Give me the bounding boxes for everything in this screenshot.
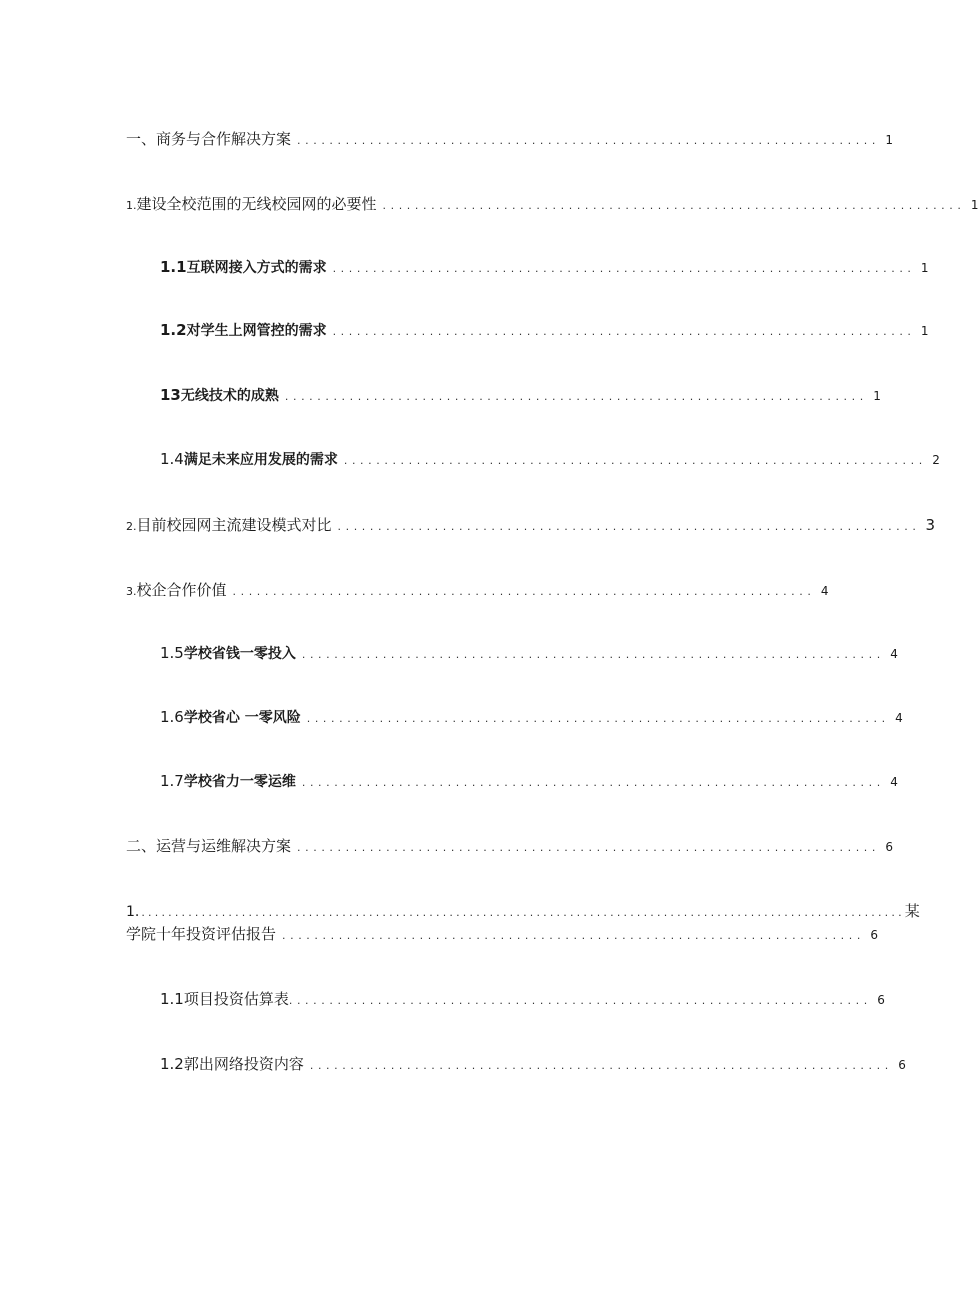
toc-leader-dots: ........................................................................ bbox=[343, 454, 927, 467]
toc-page-number: 6 bbox=[885, 840, 893, 854]
toc-leader-dots: ........................................................................ bbox=[309, 1059, 893, 1072]
toc-leader-dots: ........................................................................ bbox=[306, 712, 890, 725]
toc-leader-dots: ........................................................................ bbox=[297, 134, 880, 147]
toc-entry-title: 无线技术的成熟 bbox=[180, 388, 279, 404]
toc-leader-dots: ........................................................................ bbox=[232, 585, 816, 598]
toc-entry-title: 运营与运维解决方案 bbox=[156, 837, 292, 855]
toc-entry-number: 1.6 bbox=[160, 708, 184, 726]
toc-entry-title: 1.1项目投资估算表 bbox=[160, 990, 289, 1008]
toc-entry[interactable] bbox=[126, 514, 936, 535]
toc-entry-title: 商务与合作解决方案 bbox=[156, 130, 292, 148]
toc-entry[interactable] bbox=[160, 643, 898, 663]
toc-entry-title: 目前校园网主流建设模式对比 bbox=[136, 516, 332, 534]
toc-entry-number: 1. bbox=[126, 904, 140, 920]
toc-entry-title: 学院十年投资评估报告 bbox=[126, 925, 277, 943]
toc-entry-title: 学校省钱一零投入 bbox=[183, 646, 296, 662]
toc-page-number: 4 bbox=[895, 711, 903, 725]
toc-entry[interactable] bbox=[160, 385, 881, 405]
toc-page-number: 1 bbox=[885, 133, 893, 147]
toc-entry-title-start: 某 bbox=[904, 902, 920, 920]
toc-entry-number: 1.5 bbox=[160, 644, 184, 662]
toc-leader-dots: ........................................................................ bbox=[288, 994, 872, 1007]
toc-leader-dots: ........................................................................ bbox=[282, 929, 865, 942]
toc-page-number: 6 bbox=[877, 993, 885, 1007]
toc-entry[interactable] bbox=[160, 1053, 906, 1074]
toc-leader-dots: ........................................................................ bbox=[297, 841, 880, 854]
toc-entry-number: 1.7 bbox=[160, 772, 184, 790]
toc-entry[interactable] bbox=[160, 449, 940, 469]
toc-leader-dots: ........................................................................ bbox=[332, 262, 916, 275]
toc-entry-title: 1.2郭出网络投资内容 bbox=[160, 1055, 304, 1073]
toc-entry-title: 校企合作价值 bbox=[136, 581, 227, 599]
toc-leader-dots: ........................................................................ bbox=[337, 520, 921, 533]
toc-leader-dots: ........................................................................ bbox=[382, 199, 966, 212]
toc-leader-dots: ........................................................................ bbox=[301, 648, 885, 661]
toc-entry-title: 对学生上网管控的需求 bbox=[186, 323, 327, 339]
toc-entry-number: 1. bbox=[126, 199, 137, 212]
toc-entry-title: 建设全校范围的无线校园网的必要性 bbox=[136, 195, 377, 213]
toc-entry-number: 2. bbox=[126, 520, 137, 533]
toc-entry[interactable] bbox=[160, 320, 929, 340]
toc-entry[interactable] bbox=[160, 771, 898, 791]
toc-entry-line1 bbox=[126, 900, 920, 921]
toc-entry-title: 满足未来应用发展的需求 bbox=[183, 452, 338, 468]
toc-page-number: 4 bbox=[820, 584, 829, 598]
toc-entry[interactable] bbox=[126, 835, 893, 856]
toc-page-number: 6 bbox=[898, 1058, 906, 1072]
toc-entry-number: 1.2 bbox=[160, 321, 187, 339]
toc-entry-number: 13 bbox=[160, 386, 181, 404]
toc-page-number: 6 bbox=[870, 928, 878, 942]
toc-entry[interactable] bbox=[126, 579, 829, 600]
toc-entry-number: 3. bbox=[126, 585, 137, 598]
toc-entry-number: 1.1 bbox=[160, 258, 187, 276]
toc-leader-dots: ........................................................................ bbox=[332, 325, 916, 338]
toc-page-number: 4 bbox=[890, 647, 898, 661]
toc-entry-line2 bbox=[126, 923, 878, 944]
toc-page-number: 4 bbox=[890, 775, 898, 789]
toc-leader-dots: ........................................................................ bbox=[301, 776, 885, 789]
toc-entry-title: 学校省力一零运维 bbox=[183, 774, 296, 790]
toc-entry-number: 1.4 bbox=[160, 450, 184, 468]
toc-entry-number: 一、 bbox=[126, 130, 157, 148]
toc-entry[interactable] bbox=[160, 257, 929, 277]
toc-entry-number: 二、 bbox=[126, 837, 157, 855]
toc-page-number: 3 bbox=[925, 516, 936, 534]
toc-entry[interactable] bbox=[126, 128, 893, 149]
toc-entry[interactable] bbox=[126, 193, 978, 214]
toc-page-number: 1 bbox=[970, 198, 978, 212]
toc-leader-dots: .................................................................................................................. bbox=[141, 906, 905, 919]
toc-page-number: 1 bbox=[920, 324, 929, 338]
toc-page-number: 2 bbox=[932, 453, 940, 467]
toc-leader-dots: ........................................................................ bbox=[284, 390, 868, 403]
toc-entry-title: 互联网接入方式的需求 bbox=[186, 260, 327, 276]
toc-entry-title: 学校省心 一零风险 bbox=[183, 710, 301, 726]
toc-page-number: 1 bbox=[873, 389, 881, 403]
toc-entry[interactable] bbox=[160, 707, 903, 727]
toc-entry[interactable] bbox=[160, 988, 885, 1009]
toc-page-number: 1 bbox=[920, 261, 929, 275]
